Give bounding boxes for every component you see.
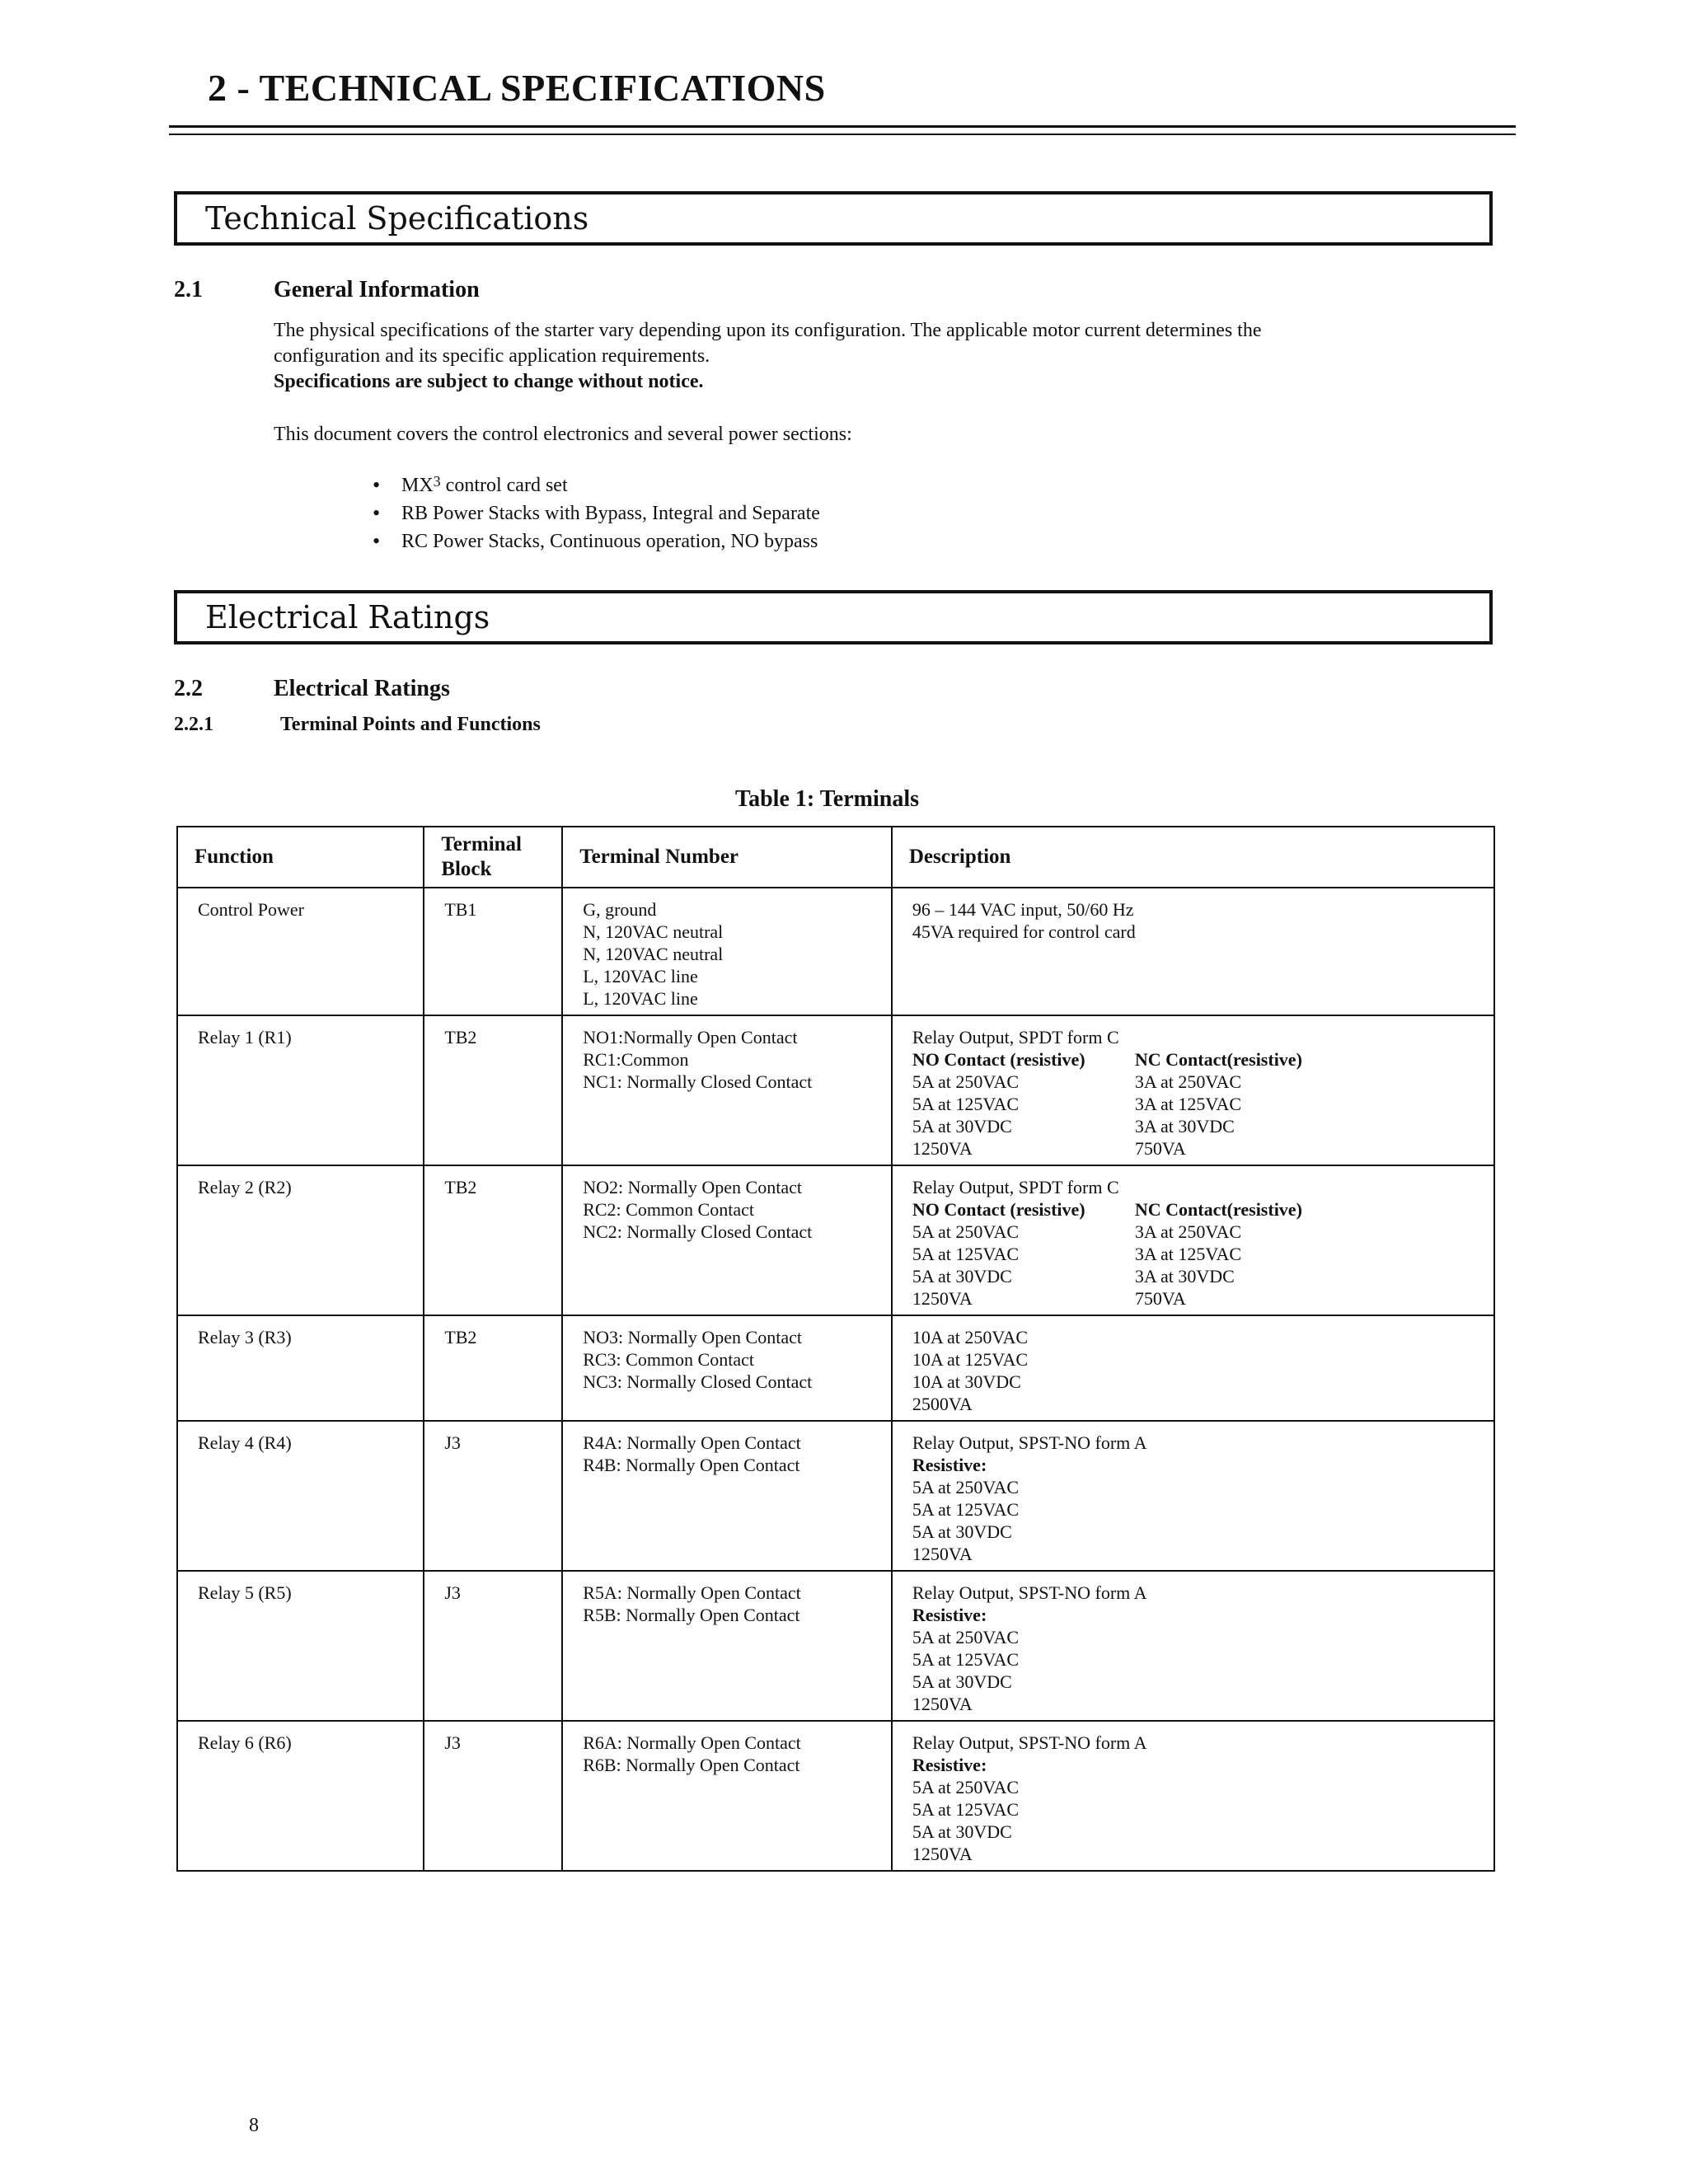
- table-header-row: [177, 827, 1494, 888]
- list-item: • RC Power Stacks, Continuous operation, NO bypass: [373, 527, 820, 555]
- cell-terminal-number: R5A: Normally Open Contact R5B: Normally Open Contact: [562, 1571, 892, 1721]
- coverage-paragraph: This document covers the control electronics and several power sections:: [274, 424, 852, 445]
- paragraph-line: The physical specifications of the starter vary depending upon its configuration. The applicable motor current determines the: [274, 320, 1262, 341]
- title-double-rule: [169, 125, 1516, 135]
- page-number: 8: [249, 2115, 259, 2136]
- header-function: Function: [177, 827, 424, 888]
- cell-description: 10A at 250VAC 10A at 125VAC 10A at 30VDC 2500VA: [892, 1315, 1494, 1421]
- cell-function: Relay 3 (R3): [177, 1315, 424, 1421]
- cell-function: Relay 4 (R4): [177, 1421, 424, 1571]
- cell-block: J3: [424, 1421, 562, 1571]
- table-row: [177, 1421, 1494, 1571]
- cell-terminal-number: NO1:Normally Open Contact RC1:Common NC1: Normally Closed Contact: [562, 1015, 892, 1165]
- cell-description: Relay Output, SPST-NO form A Resistive: 5A at 250VAC 5A at 125VAC 5A at 30VDC 1250VA: [892, 1571, 1494, 1721]
- header-terminal-number: Terminal Number: [562, 827, 892, 888]
- cell-function: Relay 2 (R2): [177, 1165, 424, 1315]
- section-box-electrical-ratings: Electrical Ratings: [174, 590, 1493, 644]
- cell-block: J3: [424, 1571, 562, 1721]
- terminals-table: [176, 826, 1495, 1872]
- cell-block: TB2: [424, 1165, 562, 1315]
- cell-block: TB2: [424, 1315, 562, 1421]
- cell-terminal-number: G, ground N, 120VAC neutral N, 120VAC neutral L, 120VAC line L, 120VAC line: [562, 888, 892, 1015]
- coverage-list: [373, 471, 820, 555]
- cell-terminal-number: R4A: Normally Open Contact R4B: Normally Open Contact: [562, 1421, 892, 1571]
- cell-block: J3: [424, 1721, 562, 1871]
- table-row: [177, 1165, 1494, 1315]
- header-terminal-block: Terminal Block: [424, 827, 562, 888]
- page-title: 2 - TECHNICAL SPECIFICATIONS: [208, 67, 826, 109]
- section-number: 2.2: [174, 676, 203, 701]
- cell-block: TB2: [424, 1015, 562, 1165]
- table-caption: Table 1: Terminals: [735, 786, 920, 812]
- table-row: [177, 1015, 1494, 1165]
- cell-description: Relay Output, SPDT form C NO Contact (resistive) 5A at 250VAC 5A at 125VAC 5A at 30VDC 1250VA NC Contact(resistive) 3A at 250VAC 3A at 125VAC 3A at 30VDC 750VA: [892, 1165, 1494, 1315]
- list-item: • RB Power Stacks with Bypass, Integral and Separate: [373, 499, 820, 527]
- cell-block: TB1: [424, 888, 562, 1015]
- cell-description: 96 – 144 VAC input, 50/60 Hz 45VA required for control card: [892, 888, 1494, 1015]
- section-box-technical-specifications: Technical Specifications: [174, 191, 1493, 246]
- table-row: [177, 1571, 1494, 1721]
- table-row: [177, 1721, 1494, 1871]
- cell-function: Relay 5 (R5): [177, 1571, 424, 1721]
- paragraph-line: configuration and its specific application requirements.: [274, 345, 710, 367]
- subsection-heading: Terminal Points and Functions: [280, 714, 541, 735]
- table-row: [177, 1315, 1494, 1421]
- table-row: [177, 888, 1494, 1015]
- cell-function: Relay 6 (R6): [177, 1721, 424, 1871]
- cell-terminal-number: R6A: Normally Open Contact R6B: Normally Open Contact: [562, 1721, 892, 1871]
- section-heading: General Information: [274, 277, 480, 302]
- notice-text: Specifications are subject to change without notice.: [274, 371, 704, 392]
- section-heading: Electrical Ratings: [274, 676, 450, 701]
- cell-terminal-number: NO2: Normally Open Contact RC2: Common Contact NC2: Normally Closed Contact: [562, 1165, 892, 1315]
- header-description: Description: [892, 827, 1494, 888]
- cell-function: Control Power: [177, 888, 424, 1015]
- section-number: 2.1: [174, 277, 203, 302]
- cell-description: Relay Output, SPDT form C NO Contact (resistive) 5A at 250VAC 5A at 125VAC 5A at 30VDC 1250VA NC Contact(resistive) 3A at 250VAC 3A at 125VAC 3A at 30VDC 750VA: [892, 1015, 1494, 1165]
- list-item: • $MX^3$ control card set: [373, 471, 820, 499]
- cell-description: Relay Output, SPST-NO form A Resistive: 5A at 250VAC 5A at 125VAC 5A at 30VDC 1250VA: [892, 1421, 1494, 1571]
- cell-function: Relay 1 (R1): [177, 1015, 424, 1165]
- general-info-paragraph: [274, 318, 1485, 395]
- cell-terminal-number: NO3: Normally Open Contact RC3: Common Contact NC3: Normally Closed Contact: [562, 1315, 892, 1421]
- cell-description: Relay Output, SPST-NO form A Resistive: 5A at 250VAC 5A at 125VAC 5A at 30VDC 1250VA: [892, 1721, 1494, 1871]
- subsection-number: 2.2.1: [174, 714, 213, 735]
